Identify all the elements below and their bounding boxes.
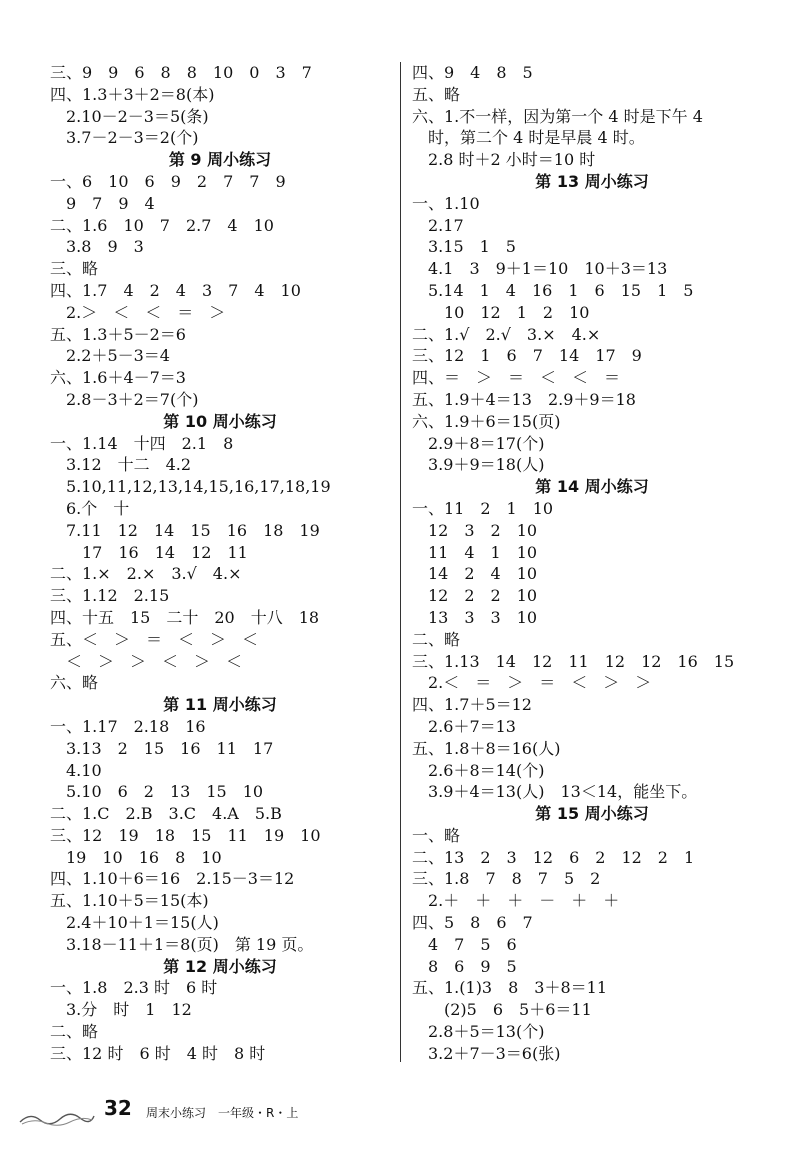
answer-line: 3.18－11＋1＝8(页) 第 19 页。 [50,934,314,954]
answer-line: 六、1.6＋4－7＝3 [50,368,186,388]
answer-line: 二、1.√ 2.√ 3.× 4.× [412,324,601,344]
answer-line: 二、1.× 2.× 3.√ 4.× [50,564,242,584]
answer-line: 四、5 8 6 7 [412,913,533,933]
answer-line: 5.10,11,12,13,14,15,16,17,18,19 [50,477,331,497]
book-info: 周末小练习 一年级・R・上 [146,1106,299,1120]
answer-line: 4.1 3 9＋1＝10 10＋3＝13 [412,259,668,279]
answer-line: 2.17 [412,215,464,235]
answer-line: 7.11 12 14 15 16 18 19 [50,520,320,540]
answer-line: 四、1.3＋3＋2＝8(本) [50,84,215,104]
answer-line: 13 3 3 10 [412,607,538,627]
answer-line: 12 2 2 10 [412,586,538,606]
answer-line: 3.13 2 15 16 11 17 [50,738,274,758]
section-heading: 第 14 周小练习 [535,477,649,497]
answer-line: 三、12 时 6 时 4 时 8 时 [50,1043,266,1063]
answer-line: 三、12 19 18 15 11 19 10 [50,825,321,845]
answer-line: 五、1.(1)3 8 3＋8＝11 [412,978,608,998]
answer-line: 2.8＋5＝13(个) [412,1022,545,1042]
answer-line: 3.7－2－3＝2(个) [50,128,199,148]
answer-line: 四、1.7 4 2 4 3 7 4 10 [50,280,301,300]
answer-line: 2.＞ ＜ ＜ ＝ ＞ [50,302,226,322]
answer-line: 四、十五 15 二十 20 十八 18 [50,607,320,627]
answer-line: 四、9 4 8 5 [412,63,533,82]
answer-line: 四、＝ ＞ ＝ ＜ ＜ ＝ [412,368,621,388]
answer-line: 10 12 1 2 10 [412,302,590,322]
answer-line: 三、略 [50,259,99,279]
answer-line: 一、1.10 [412,193,480,213]
section-heading: 第 9 周小练习 [168,150,272,170]
answer-line: 2.6＋8＝14(个) [412,760,545,780]
section-heading: 第 12 周小练习 [163,956,277,976]
answer-line: 17 16 14 12 11 [50,542,248,562]
answer-line: 5.10 6 2 13 15 10 [50,782,264,802]
answer-line: 五、略 [412,84,461,104]
answer-line: 一、11 2 1 10 [412,498,554,518]
answer-line: 五、1.8＋8＝16(人) [412,738,561,758]
answer-line: 一、6 10 6 9 2 7 7 9 [50,171,286,191]
answer-line: 2.2＋5－3＝4 [50,346,170,366]
answer-line: 三、9 9 6 8 8 10 0 3 7 [50,63,312,82]
answer-line: 三、1.8 7 8 7 5 2 [412,869,601,889]
answer-line: 一、1.17 2.18 16 [50,716,206,736]
page-footer [10,1092,410,1132]
answer-line: 2.10－2－3＝5(条) [50,106,209,126]
answer-line: 五、1.3＋5－2＝6 [50,324,186,344]
answer-line: 6.个 十 [50,498,130,518]
answer-line: 3.9＋4＝13(人) 13＜14，能坐下。 [412,782,698,802]
answer-line: 一、1.8 2.3 时 6 时 [50,978,218,998]
answer-line: 2.9＋8＝17(个) [412,433,545,453]
answer-line: 3.2＋7－3＝6(张) [412,1043,561,1063]
answer-line: 11 4 1 10 [412,542,538,562]
answer-line: 4 7 5 6 [412,934,517,954]
column-divider [400,62,401,1062]
answer-line: 2.8 时＋2 小时＝10 时 [412,150,596,170]
answer-line: 3.9＋9＝18(人) [412,455,545,475]
section-heading: 第 15 周小练习 [535,804,649,824]
answer-line: 二、略 [50,1022,99,1042]
answer-line: 3.12 十二 4.2 [50,455,192,475]
answer-line: 4.10 [50,760,102,780]
answer-line: 二、1.6 10 7 2.7 4 10 [50,215,274,235]
answer-line: 六、1.不一样，因为第一个 4 时是下午 4 [412,106,703,126]
answer-line: 3.分 时 1 12 [50,1000,192,1020]
answer-line: 一、略 [412,825,461,845]
page-number: 32 [104,1096,132,1120]
answer-line: 2.＋ ＋ ＋ － ＋ ＋ [412,891,620,911]
wave-decoration-icon [18,1110,96,1126]
answer-line: 时，第二个 4 时是早晨 4 时。 [412,128,645,148]
section-heading: 第 10 周小练习 [163,411,277,431]
answer-line: 8 6 9 5 [412,956,517,976]
answer-line: 3.8 9 3 [50,237,144,257]
section-heading: 第 11 周小练习 [163,695,277,715]
answer-line: 5.14 1 4 16 1 6 15 1 5 [412,280,694,300]
section-heading: 第 13 周小练习 [535,171,649,191]
answer-line: 2.4＋10＋1＝15(人) [50,913,219,933]
answer-line: 14 2 4 10 [412,564,538,584]
answer-line: 9 7 9 4 [50,193,155,213]
answer-line: 2.6＋7＝13 [412,716,516,736]
answer-line: (2)5 6 5＋6＝11 [412,1000,592,1020]
answer-line: 19 10 16 8 10 [50,847,222,867]
answer-line: 四、1.10＋6＝16 2.15－3＝12 [50,869,295,889]
answer-line: 二、1.C 2.B 3.C 4.A 5.B [50,804,282,824]
answer-line: 五、1.10＋5＝15(本) [50,891,209,911]
right-column [412,62,772,1065]
answer-line: 四、1.7＋5＝12 [412,695,532,715]
answer-line: 2.＜ ＝ ＞ ＝ ＜ ＞ ＞ [412,673,652,693]
answer-line: 12 3 2 10 [412,520,538,540]
answer-line: 二、13 2 3 12 6 2 12 2 1 [412,847,695,867]
answer-line: ＜ ＞ ＞ ＜ ＞ ＜ [50,651,243,671]
answer-line: 五、1.9＋4＝13 2.9＋9＝18 [412,389,636,409]
answer-line: 一、1.14 十四 2.1 8 [50,433,234,453]
answer-line: 三、1.12 2.15 [50,586,170,606]
answer-line: 六、1.9＋6＝15(页) [412,411,561,431]
answer-line: 二、略 [412,629,461,649]
answer-line: 3.15 1 5 [412,237,516,257]
answer-line: 三、1.13 14 12 11 12 12 16 15 [412,651,735,671]
answer-line: 五、＜ ＞ ＝ ＜ ＞ ＜ [50,629,259,649]
answer-line: 2.8－3＋2＝7(个) [50,389,199,409]
left-column [50,62,390,1065]
answer-line: 六、略 [50,673,99,693]
answer-line: 三、12 1 6 7 14 17 9 [412,346,642,366]
